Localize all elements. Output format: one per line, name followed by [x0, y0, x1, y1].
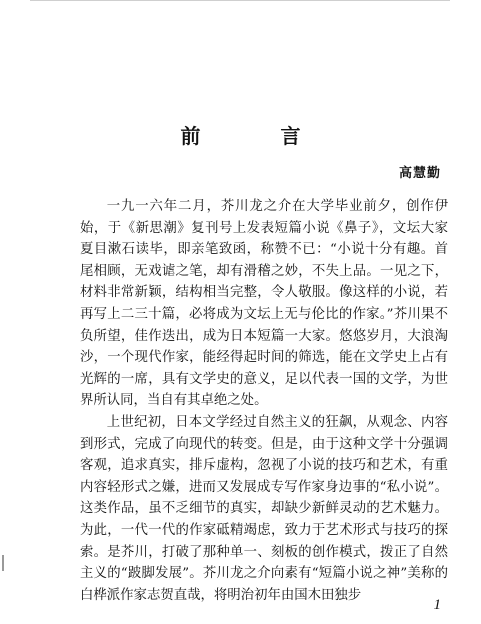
- paragraph-2: 上世纪初，日本文学经过自然主义的狂飙，从观念、内容到形式，完成了向现代的转变。但是，由于这种文学十分强调客观，追求真实，排斥虚构，忽视了小说的技巧和艺术，有重内容轻形式之嫌，进而又发展成专写作家身边事的“私小说”。这类作品，虽不乏细节的真实，却缺少新鲜灵动的艺术魅力。为此，一代一代的作家砥精竭虑，致力于艺术形式与技巧的探索。是芥川，打破了那种单一、刻板的创作模式，拨正了自然主义的“跛脚发展”。芥川龙之介向素有“短篇小说之神”美称的白桦派作家志贺直哉，将明治初年由国木田独步: [80, 414, 448, 603]
- body-text: [80, 196, 448, 606]
- page-number: 1: [433, 597, 441, 613]
- scan-margin-mark: [2, 555, 4, 571]
- paragraph-1: 一九一六年二月，芥川龙之介在大学毕业前夕，创作伊始，于《新思潮》复刊号上发表短篇小说《鼻子》，文坛大家夏目漱石读毕，即亲笔致函，称赞不已：“小说十分有趣。首尾相顾，无戏谑之笔，却有滑稽之妙，不失上品。一见之下，材料非常新颖，结构相当完整，令人敬服。像这样的小说，若再写上二三十篇，必将成为文坛上无与伦比的作家。”芥川果不负所望，佳作迭出，成为日本短篇一大家。悠悠岁月，大浪淘沙，一个现代作家，能经得起时间的筛选，能在文学史上占有光辉的一席，具有文学史的意义，足以代表一国的文学，为世界所认同，当自有其卓绝之处。: [80, 199, 448, 409]
- chapter-title: 前 言: [180, 124, 331, 148]
- author-name: 高慧勤: [398, 166, 441, 181]
- top-scan-line: [30, 0, 450, 1]
